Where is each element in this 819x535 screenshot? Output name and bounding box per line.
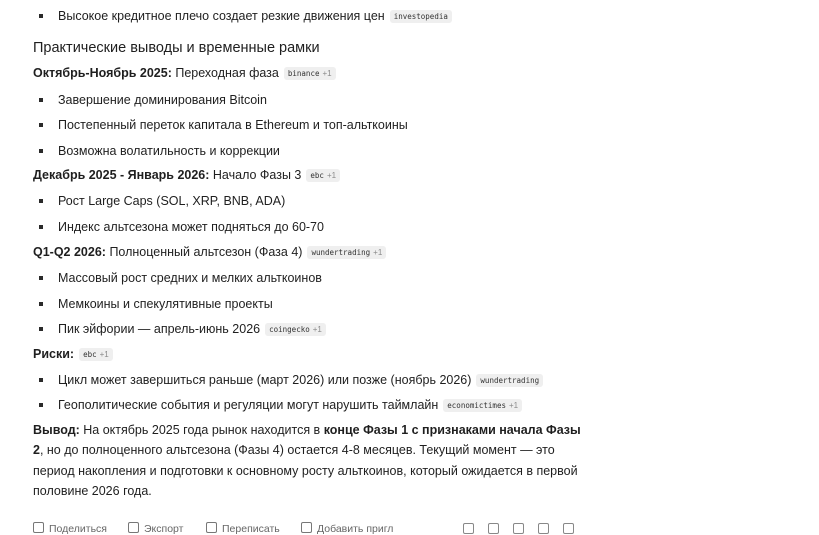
thumbs-down-icon[interactable] bbox=[538, 523, 549, 534]
bullet-dot bbox=[39, 98, 43, 102]
thumbs-up-icon[interactable] bbox=[513, 523, 524, 534]
export-icon bbox=[128, 522, 139, 533]
conclusion-paragraph: Вывод: На октябрь 2025 года рынок находится в конце Фазы 1 с признаками начала Фазы 2, но до полноценного альтсезона (Фазы 4) остается 4-8 месяцев. Текущий момент — это период накопления и подготовки к основному росту альткоинов, который ожидается в первой половине 2026 года. bbox=[33, 423, 581, 498]
list-item: Рост Large Caps (SOL, XRP, BNB, ADA) bbox=[33, 192, 285, 210]
list-item: Массовый рост средних и мелких альткоинов bbox=[33, 269, 322, 287]
section-heading: Практические выводы и временные рамки bbox=[33, 40, 320, 56]
citation-chip[interactable]: economictimes +1 bbox=[443, 399, 522, 412]
bullet-dot bbox=[39, 123, 43, 127]
rewrite-icon bbox=[206, 522, 217, 533]
share-button[interactable]: Поделиться bbox=[33, 522, 107, 535]
share-icon bbox=[33, 522, 44, 533]
bullet-dot bbox=[39, 302, 43, 306]
citation-chip[interactable]: binance +1 bbox=[284, 67, 336, 80]
bullet-dot bbox=[39, 403, 43, 407]
response-action-bar bbox=[33, 520, 593, 534]
bullet-dot bbox=[39, 327, 43, 331]
list-item: Цикл может завершиться раньше (март 2026) или позже (ноябрь 2026) wundertrading bbox=[33, 371, 543, 389]
citation-chip[interactable]: coingecko +1 bbox=[265, 323, 326, 336]
list-item: Индекс альтсезона может подняться до 60-70 bbox=[33, 218, 324, 236]
citation-chip[interactable]: ebc +1 bbox=[306, 169, 340, 182]
list-item: Возможна волатильность и коррекции bbox=[33, 142, 280, 160]
citation-chip[interactable]: wundertrading +1 bbox=[307, 246, 386, 259]
citation-chip[interactable]: investopedia bbox=[390, 10, 452, 23]
citation-chip[interactable]: wundertrading bbox=[476, 374, 543, 387]
list-item: Геополитические события и регуляции могут нарушить таймлайн economictimes +1 bbox=[33, 396, 522, 414]
bullet-dot bbox=[39, 225, 43, 229]
section-title: Октябрь-Ноябрь 2025: Переходная фаза binance +1 bbox=[33, 64, 336, 82]
section-title: Декабрь 2025 - Январь 2026: Начало Фазы 3 ebc +1 bbox=[33, 166, 340, 184]
list-item: Постепенный переток капитала в Ethereum и топ-альткоины bbox=[33, 116, 408, 134]
section-title: Риски: ebc +1 bbox=[33, 345, 113, 363]
list-item: Мемкоины и спекулятивные проекты bbox=[33, 295, 273, 313]
bullet-dot bbox=[39, 14, 43, 18]
list-item bbox=[33, 7, 618, 25]
copy-icon[interactable] bbox=[463, 523, 474, 534]
rewrite-button[interactable]: Переписать bbox=[206, 522, 280, 535]
list-item: Завершение доминирования Bitcoin bbox=[33, 91, 267, 109]
add-note-button[interactable]: Добавить пригл bbox=[301, 522, 393, 535]
citation-chip[interactable]: ebc +1 bbox=[79, 348, 113, 361]
section-title: Q1-Q2 2026: Полноценный альтсезон (Фаза 4) wundertrading +1 bbox=[33, 243, 386, 261]
star-icon[interactable] bbox=[488, 523, 499, 534]
add-icon bbox=[301, 522, 312, 533]
more-icon[interactable] bbox=[563, 523, 574, 534]
list-item: Пик эйфории — апрель-июнь 2026 coingecko +1 bbox=[33, 320, 326, 338]
bullet-dot bbox=[39, 149, 43, 153]
export-button[interactable]: Экспорт bbox=[128, 522, 183, 535]
bullet-dot bbox=[39, 199, 43, 203]
bullet-text: Высокое кредитное плечо создает резкие движения цен bbox=[58, 9, 385, 23]
bullet-dot bbox=[39, 378, 43, 382]
bullet-dot bbox=[39, 276, 43, 280]
